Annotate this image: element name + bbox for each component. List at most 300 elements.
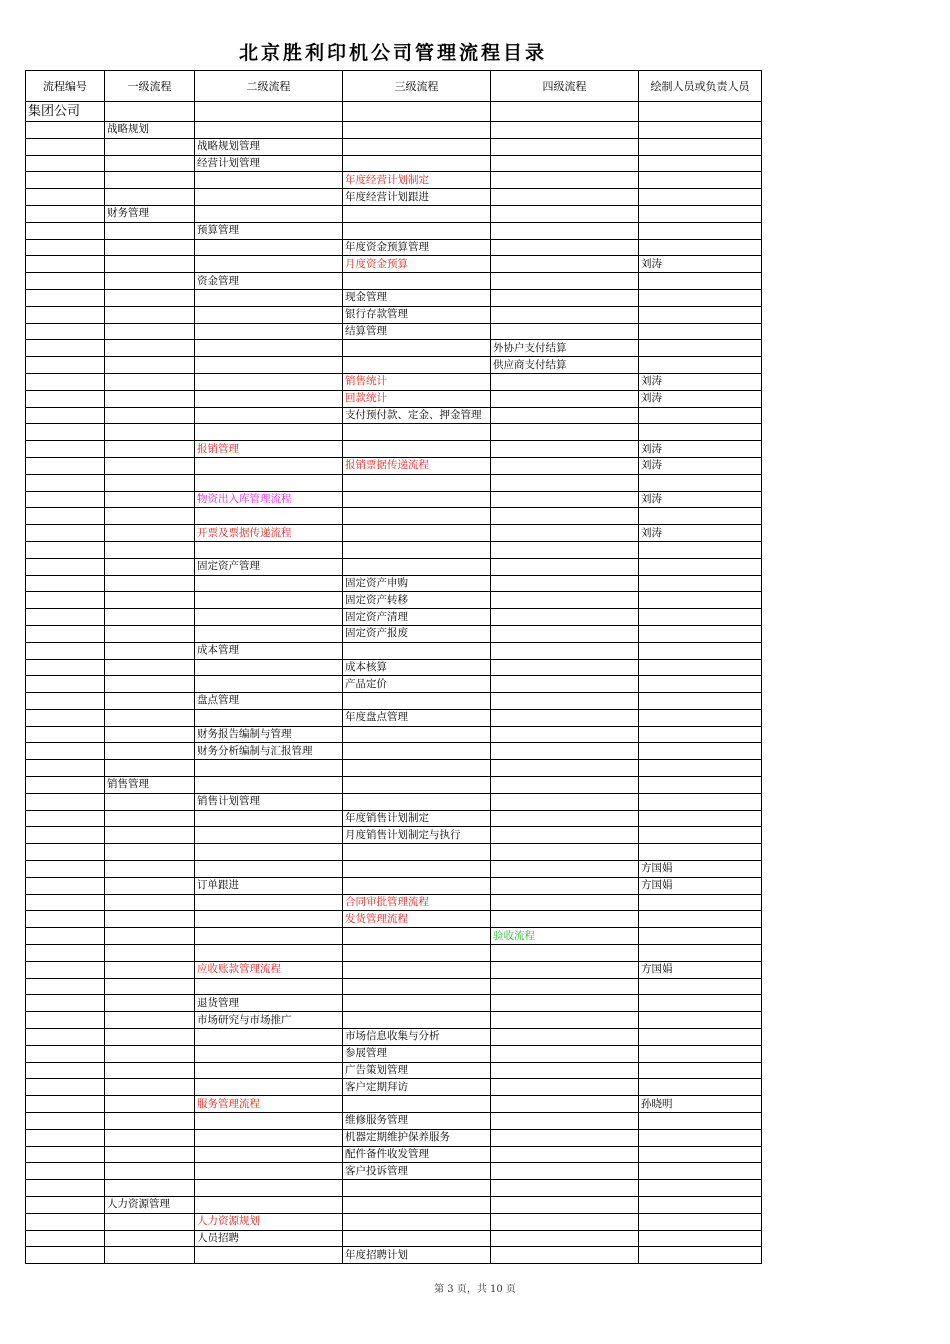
table-row <box>26 1180 762 1197</box>
table-row <box>26 457 762 474</box>
header-level-3: 三级流程 <box>343 71 491 102</box>
table-row <box>26 1129 762 1146</box>
cell-level-1 <box>105 928 195 945</box>
cell-level-2 <box>195 928 343 945</box>
cell-level-3 <box>343 441 491 458</box>
cell-level-2 <box>195 289 343 306</box>
cell-level-2 <box>195 390 343 407</box>
cell-level-4 <box>491 1062 639 1079</box>
table-row <box>26 810 762 827</box>
cell-level-3: 固定资产申购 <box>343 575 491 592</box>
cell-process-id <box>26 273 105 290</box>
cell-level-2: 报销管理 <box>195 441 343 458</box>
cell-process-id <box>26 1180 105 1197</box>
cell-level-1 <box>105 390 195 407</box>
cell-process-id <box>26 827 105 844</box>
cell-level-1: 销售管理 <box>105 777 195 794</box>
cell-level-2 <box>195 861 343 878</box>
cell-level-1 <box>105 1012 195 1029</box>
cell-level-4 <box>491 205 639 222</box>
cell-level-1 <box>105 1113 195 1130</box>
cell-level-2: 服务管理流程 <box>195 1096 343 1113</box>
cell-process-id <box>26 508 105 525</box>
cell-process-id <box>26 894 105 911</box>
cell-level-3: 广告策划管理 <box>343 1062 491 1079</box>
cell-level-3 <box>343 928 491 945</box>
cell-level-2: 人力资源规划 <box>195 1213 343 1230</box>
cell-level-4 <box>491 323 639 340</box>
cell-level-3: 固定资产转移 <box>343 592 491 609</box>
cell-owner <box>639 1079 762 1096</box>
process-table <box>25 70 762 1264</box>
cell-level-4: 验收流程 <box>491 928 639 945</box>
cell-level-1 <box>105 743 195 760</box>
cell-process-id <box>26 1163 105 1180</box>
cell-level-1 <box>105 256 195 273</box>
cell-level-2: 战略规划管理 <box>195 138 343 155</box>
cell-level-4 <box>491 726 639 743</box>
cell-level-4 <box>491 1247 639 1264</box>
cell-owner: 孙晓明 <box>639 1096 762 1113</box>
cell-level-1 <box>105 558 195 575</box>
cell-owner <box>639 760 762 777</box>
cell-level-3 <box>343 340 491 357</box>
cell-process-id <box>26 491 105 508</box>
cell-level-4 <box>491 945 639 962</box>
cell-owner <box>639 642 762 659</box>
cell-process-id <box>26 861 105 878</box>
table-row <box>26 273 762 290</box>
table-row <box>26 155 762 172</box>
cell-process-id <box>26 306 105 323</box>
cell-level-2 <box>195 1062 343 1079</box>
cell-level-2 <box>195 1129 343 1146</box>
cell-process-id <box>26 205 105 222</box>
cell-owner <box>639 1062 762 1079</box>
table-row <box>26 877 762 894</box>
cell-level-4 <box>491 491 639 508</box>
cell-level-3: 成本核算 <box>343 659 491 676</box>
cell-owner <box>639 777 762 794</box>
cell-level-3 <box>343 138 491 155</box>
cell-level-2 <box>195 1079 343 1096</box>
table-row <box>26 827 762 844</box>
cell-level-4 <box>491 1045 639 1062</box>
cell-level-3 <box>343 1096 491 1113</box>
cell-level-3 <box>343 155 491 172</box>
cell-level-4 <box>491 172 639 189</box>
cell-level-2 <box>195 1113 343 1130</box>
cell-level-3: 发货管理流程 <box>343 911 491 928</box>
cell-level-3: 年度盘点管理 <box>343 709 491 726</box>
cell-level-2 <box>195 592 343 609</box>
cell-level-1 <box>105 1079 195 1096</box>
header-owner: 绘制人员或负责人员 <box>639 71 762 102</box>
cell-process-id <box>26 256 105 273</box>
cell-level-4 <box>491 676 639 693</box>
table-row <box>26 323 762 340</box>
cell-owner <box>639 1045 762 1062</box>
cell-level-4 <box>491 289 639 306</box>
cell-level-4 <box>491 911 639 928</box>
cell-level-3 <box>343 525 491 542</box>
cell-owner <box>639 1012 762 1029</box>
table-row <box>26 172 762 189</box>
cell-level-1 <box>105 676 195 693</box>
cell-level-2 <box>195 978 343 995</box>
cell-level-2: 订单跟进 <box>195 877 343 894</box>
table-row <box>26 945 762 962</box>
cell-level-3 <box>343 558 491 575</box>
cell-owner <box>639 726 762 743</box>
cell-level-4 <box>491 424 639 441</box>
cell-process-id <box>26 407 105 424</box>
cell-owner: 方国娟 <box>639 961 762 978</box>
cell-owner <box>639 827 762 844</box>
cell-level-2 <box>195 844 343 861</box>
table-row <box>26 558 762 575</box>
cell-level-4 <box>491 1230 639 1247</box>
cell-owner <box>639 793 762 810</box>
cell-level-3: 银行存款管理 <box>343 306 491 323</box>
cell-level-3: 销售统计 <box>343 373 491 390</box>
cell-level-4 <box>491 256 639 273</box>
cell-process-id <box>26 1062 105 1079</box>
cell-level-1 <box>105 911 195 928</box>
cell-level-3 <box>343 978 491 995</box>
cell-level-4 <box>491 122 639 139</box>
cell-level-3: 参展管理 <box>343 1045 491 1062</box>
table-row <box>26 743 762 760</box>
cell-level-3: 固定资产报废 <box>343 625 491 642</box>
cell-level-3: 机器定期维护保养服务 <box>343 1129 491 1146</box>
cell-owner <box>639 575 762 592</box>
cell-owner <box>639 894 762 911</box>
cell-process-id <box>26 541 105 558</box>
cell-level-1 <box>105 810 195 827</box>
cell-level-1 <box>105 357 195 374</box>
table-body <box>26 102 762 1264</box>
cell-level-3: 年度经营计划跟进 <box>343 189 491 206</box>
cell-level-4 <box>491 541 639 558</box>
cell-level-2 <box>195 709 343 726</box>
cell-level-4 <box>491 1129 639 1146</box>
cell-owner: 刘涛 <box>639 373 762 390</box>
cell-process-id <box>26 844 105 861</box>
cell-level-2: 开票及票据传递流程 <box>195 525 343 542</box>
cell-level-1 <box>105 726 195 743</box>
table-row <box>26 239 762 256</box>
header-level-4: 四级流程 <box>491 71 639 102</box>
cell-level-4 <box>491 827 639 844</box>
cell-level-1 <box>105 239 195 256</box>
cell-level-1 <box>105 508 195 525</box>
cell-owner <box>639 1180 762 1197</box>
cell-level-2 <box>195 340 343 357</box>
cell-level-4 <box>491 642 639 659</box>
cell-level-2 <box>195 827 343 844</box>
cell-owner <box>639 810 762 827</box>
cell-owner <box>639 289 762 306</box>
cell-process-id <box>26 373 105 390</box>
cell-level-1 <box>105 1247 195 1264</box>
cell-level-1 <box>105 306 195 323</box>
table-row <box>26 928 762 945</box>
table-row <box>26 726 762 743</box>
table-row <box>26 138 762 155</box>
cell-process-id <box>26 1213 105 1230</box>
cell-process-id <box>26 525 105 542</box>
table-row <box>26 222 762 239</box>
cell-level-4 <box>491 1113 639 1130</box>
cell-level-1 <box>105 457 195 474</box>
cell-level-1 <box>105 340 195 357</box>
cell-level-1 <box>105 642 195 659</box>
table-row <box>26 1079 762 1096</box>
cell-level-3 <box>343 844 491 861</box>
cell-level-3 <box>343 491 491 508</box>
cell-process-id <box>26 1079 105 1096</box>
cell-level-4 <box>491 558 639 575</box>
cell-level-1: 财务管理 <box>105 205 195 222</box>
table-row <box>26 793 762 810</box>
cell-level-4 <box>491 155 639 172</box>
cell-owner <box>639 155 762 172</box>
cell-level-2 <box>195 122 343 139</box>
cell-process-id <box>26 693 105 710</box>
table-row <box>26 625 762 642</box>
cell-process-id <box>26 793 105 810</box>
cell-level-3 <box>343 508 491 525</box>
cell-level-4 <box>491 659 639 676</box>
cell-level-1 <box>105 491 195 508</box>
cell-level-1 <box>105 1230 195 1247</box>
cell-level-1 <box>105 693 195 710</box>
cell-level-3 <box>343 995 491 1012</box>
cell-level-1 <box>105 441 195 458</box>
table-row <box>26 306 762 323</box>
cell-level-3 <box>343 1012 491 1029</box>
table-row <box>26 911 762 928</box>
cell-level-2 <box>195 911 343 928</box>
cell-level-3: 月度资金预算 <box>343 256 491 273</box>
table-row <box>26 592 762 609</box>
cell-owner <box>639 1113 762 1130</box>
cell-owner <box>639 1163 762 1180</box>
table-row <box>26 424 762 441</box>
cell-level-1 <box>105 541 195 558</box>
cell-process-id <box>26 390 105 407</box>
cell-level-3: 现金管理 <box>343 289 491 306</box>
cell-level-3: 年度经营计划制定 <box>343 172 491 189</box>
cell-process-id <box>26 1012 105 1029</box>
cell-level-3 <box>343 122 491 139</box>
cell-process-id <box>26 961 105 978</box>
cell-level-2 <box>195 306 343 323</box>
table-row <box>26 441 762 458</box>
cell-process-id <box>26 978 105 995</box>
cell-level-1 <box>105 1146 195 1163</box>
cell-level-3 <box>343 541 491 558</box>
cell-level-3: 维修服务管理 <box>343 1113 491 1130</box>
cell-level-4 <box>491 457 639 474</box>
cell-level-1 <box>105 525 195 542</box>
cell-level-1 <box>105 575 195 592</box>
cell-level-1 <box>105 1213 195 1230</box>
cell-owner <box>639 306 762 323</box>
cell-owner: 方国娟 <box>639 861 762 878</box>
cell-process-id <box>26 1129 105 1146</box>
cell-owner <box>639 424 762 441</box>
table-row <box>26 961 762 978</box>
cell-level-4 <box>491 373 639 390</box>
cell-process-id <box>26 1029 105 1046</box>
cell-owner <box>639 205 762 222</box>
cell-process-id <box>26 558 105 575</box>
cell-process-id <box>26 995 105 1012</box>
cell-process-id <box>26 1247 105 1264</box>
cell-level-1 <box>105 273 195 290</box>
cell-level-4 <box>491 961 639 978</box>
cell-level-2 <box>195 508 343 525</box>
cell-process-id <box>26 777 105 794</box>
table-row <box>26 525 762 542</box>
table-row <box>26 189 762 206</box>
header-process-id: 流程编号 <box>26 71 105 102</box>
cell-level-4 <box>491 709 639 726</box>
cell-level-1 <box>105 609 195 626</box>
table-row <box>26 642 762 659</box>
cell-level-1: 战略规划 <box>105 122 195 139</box>
cell-owner: 刘涛 <box>639 525 762 542</box>
cell-level-2: 销售计划管理 <box>195 793 343 810</box>
cell-process-id <box>26 1113 105 1130</box>
cell-owner <box>639 1230 762 1247</box>
cell-process-id <box>26 340 105 357</box>
cell-level-2 <box>195 1247 343 1264</box>
cell-level-3 <box>343 760 491 777</box>
cell-process-id <box>26 1230 105 1247</box>
cell-level-2 <box>195 676 343 693</box>
cell-level-1 <box>105 894 195 911</box>
cell-owner <box>639 592 762 609</box>
cell-level-4 <box>491 525 639 542</box>
cell-level-1 <box>105 1180 195 1197</box>
cell-level-4 <box>491 693 639 710</box>
cell-level-1 <box>105 323 195 340</box>
cell-level-4 <box>491 474 639 491</box>
cell-level-4 <box>491 1180 639 1197</box>
cell-level-2 <box>195 575 343 592</box>
cell-level-2 <box>195 659 343 676</box>
cell-process-id <box>26 877 105 894</box>
cell-level-1 <box>105 659 195 676</box>
cell-level-2: 物资出入库管理流程 <box>195 491 343 508</box>
table-row <box>26 407 762 424</box>
table-row <box>26 390 762 407</box>
cell-owner: 刘涛 <box>639 457 762 474</box>
cell-level-2: 应收账款管理流程 <box>195 961 343 978</box>
table-row <box>26 844 762 861</box>
cell-process-id <box>26 122 105 139</box>
cell-owner <box>639 1029 762 1046</box>
cell-process-id <box>26 155 105 172</box>
cell-level-1 <box>105 961 195 978</box>
cell-process-id <box>26 659 105 676</box>
cell-level-3: 年度资金预算管理 <box>343 239 491 256</box>
cell-process-id <box>26 575 105 592</box>
cell-level-4 <box>491 1163 639 1180</box>
cell-level-3 <box>343 205 491 222</box>
cell-level-4 <box>491 1096 639 1113</box>
cell-owner: 刘涛 <box>639 390 762 407</box>
cell-level-1: 人力资源管理 <box>105 1197 195 1214</box>
cell-owner: 刘涛 <box>639 256 762 273</box>
cell-level-3: 客户投诉管理 <box>343 1163 491 1180</box>
cell-process-id <box>26 1197 105 1214</box>
table-row <box>26 1029 762 1046</box>
table-row <box>26 1012 762 1029</box>
table-row <box>26 575 762 592</box>
cell-process-id <box>26 239 105 256</box>
cell-owner <box>639 693 762 710</box>
cell-owner <box>639 340 762 357</box>
cell-owner <box>639 928 762 945</box>
table-row <box>26 1045 762 1062</box>
cell-level-3 <box>343 693 491 710</box>
cell-process-id <box>26 357 105 374</box>
table-row <box>26 340 762 357</box>
cell-process-id <box>26 222 105 239</box>
cell-level-3 <box>343 777 491 794</box>
cell-level-3 <box>343 273 491 290</box>
table-row <box>26 508 762 525</box>
cell-level-3: 月度销售计划制定与执行 <box>343 827 491 844</box>
cell-level-3 <box>343 424 491 441</box>
cell-owner <box>639 995 762 1012</box>
cell-owner <box>639 273 762 290</box>
cell-level-2 <box>195 357 343 374</box>
cell-process-id <box>26 709 105 726</box>
table-row <box>26 289 762 306</box>
cell-level-4 <box>491 625 639 642</box>
header-row <box>26 71 762 102</box>
cell-process-id <box>26 609 105 626</box>
cell-owner <box>639 709 762 726</box>
cell-level-1 <box>105 373 195 390</box>
cell-level-2: 经营计划管理 <box>195 155 343 172</box>
cell-level-2 <box>195 1045 343 1062</box>
cell-process-id <box>26 1146 105 1163</box>
cell-owner <box>639 609 762 626</box>
cell-level-4 <box>491 239 639 256</box>
cell-owner <box>639 743 762 760</box>
cell-level-2 <box>195 323 343 340</box>
cell-level-4 <box>491 189 639 206</box>
cell-owner <box>639 172 762 189</box>
cell-level-4 <box>491 760 639 777</box>
cell-level-1 <box>105 172 195 189</box>
cell-level-4 <box>491 575 639 592</box>
document-title: 北京胜利印机公司管理流程目录 <box>238 42 547 64</box>
cell-owner <box>639 138 762 155</box>
cell-level-1 <box>105 877 195 894</box>
cell-level-4 <box>491 877 639 894</box>
cell-level-2 <box>195 1163 343 1180</box>
cell-owner <box>639 541 762 558</box>
cell-level-2 <box>195 777 343 794</box>
cell-level-3 <box>343 961 491 978</box>
